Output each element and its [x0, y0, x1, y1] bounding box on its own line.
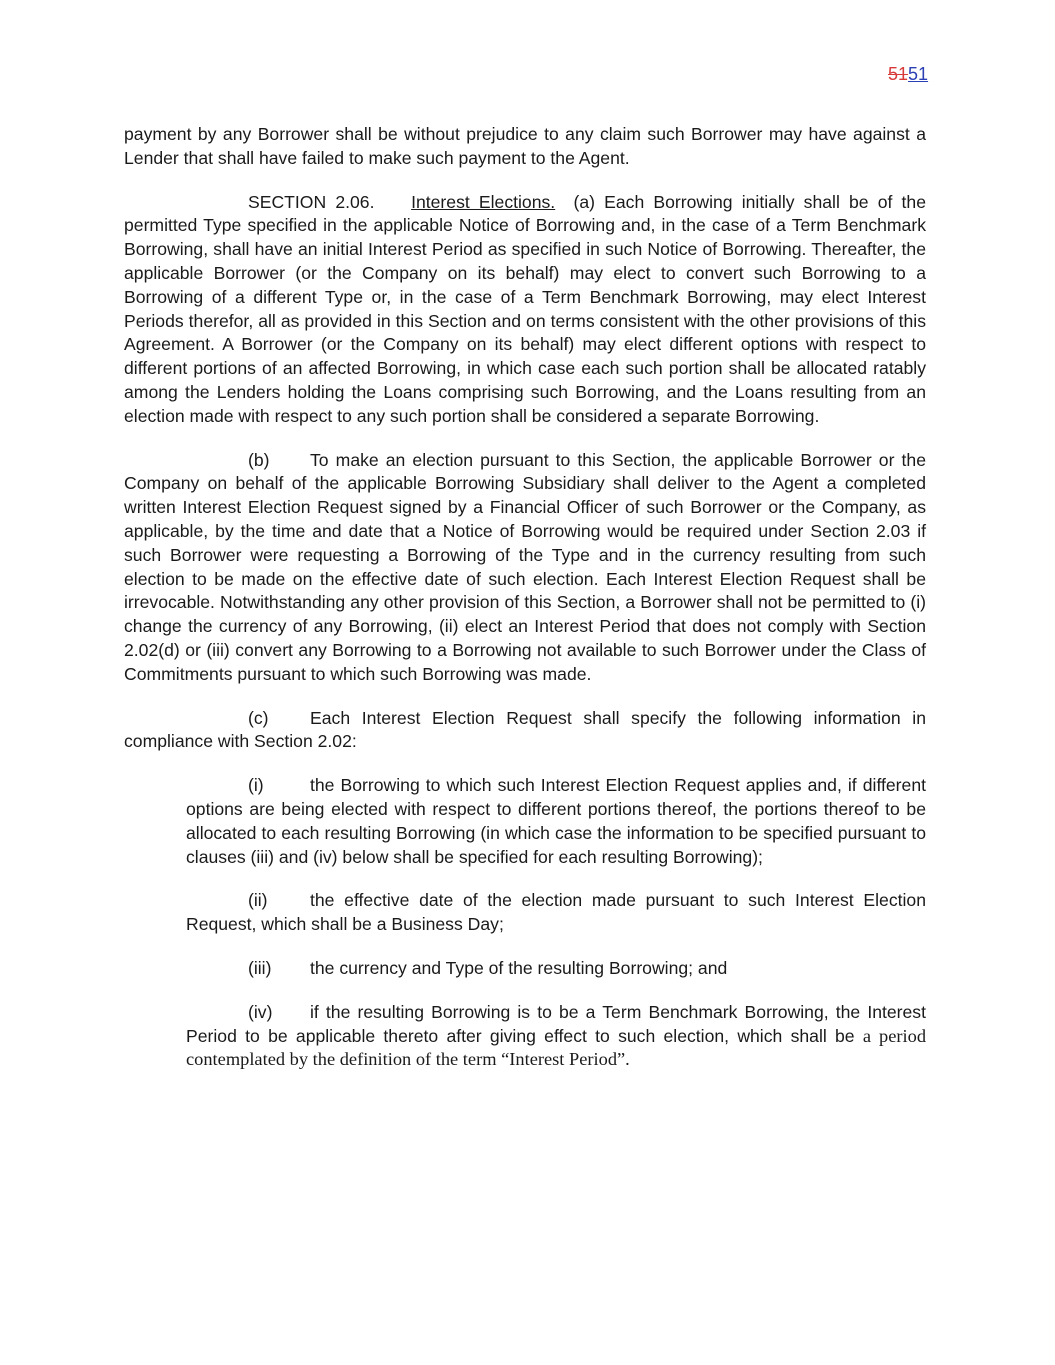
clause-iii-label: (iii): [248, 957, 272, 978]
clause-b-label: (b): [248, 449, 270, 470]
section-text: (a) Each Borrowing initially shall be of the permitted Type specified in the applicable Notice of Borrowing and, in the case of a Term Benchmark Borrowing, shall have an initial Interest Period as specified in such Notice of Borrowing. Thereafter, the applicable Borrower (or the Company on its behalf) may elect to convert such Borrowing to a Borrowing of a different Type or, in the case of a Term Benchmark Borrowing, may elect Interest Periods therefor, all as provided in this Section and on terms consistent with the other provisions of this Agreement. A Borrower (or the Company on its behalf) may elect different options with respect to different portions of an affected Borrowing, in which case each such portion shall be allocated ratably among the Lenders holding the Loans comprising such Borrowing, and the Loans resulting from an election made with respect to any such portion shall be considered a separate Borrowing.: [124, 191, 926, 426]
clause-ii-text: the effective date of the election made pursuant to such Interest Election Request, which shall be a Business Day;: [186, 890, 926, 935]
page-number-deleted: 51: [888, 64, 909, 84]
clause-ii-label: (ii): [248, 890, 268, 911]
clause-c-text: Each Interest Election Request shall specify the following information in compliance with Section 2.02:: [124, 707, 926, 752]
clause-b-paragraph: [124, 449, 926, 687]
clause-iv-tail: a period contemplated by the definition of the term “Interest Period”.: [186, 1025, 927, 1070]
clause-i-paragraph: [186, 774, 926, 869]
clause-b-text: To make an election pursuant to this Section, the applicable Borrower or the Company on behalf of the applicable Borrowing Subsidiary shall deliver to the Agent a completed written Interest Election Request signed by a Financial Officer of such Borrower or the Company, as applicable, by the time and date that a Notice of Borrowing would be required under Section 2.03 if such Borrower were requesting a Borrowing of the Type and in the currency resulting from such election to be made on the effective date of such election. Each Interest Election Request shall be irrevocable. Notwithstanding any other provision of this Section, a Borrower shall not be permitted to (i) change the currency of any Borrowing, (ii) elect an Interest Period that does not comply with Section 2.02(d) or (iii) convert any Borrowing to a Borrowing not available to such Borrower under the Class of Commitments pursuant to which such Borrowing was made.: [124, 449, 926, 684]
paragraph-text: payment by any Borrower shall be without prejudice to any claim such Borrower may have against a Lender that shall have failed to make such payment to the Agent.: [124, 124, 926, 168]
clause-iv-label: (iv): [248, 1001, 273, 1022]
clause-iv-text: if the resulting Borrowing is to be a Term Benchmark Borrowing, the Interest Period to be applicable thereto after giving effect to such election, which shall be: [186, 1001, 926, 1046]
clause-iii-text: the currency and Type of the resulting Borrowing; and: [310, 957, 728, 978]
clause-ii-paragraph: [186, 889, 926, 937]
clause-i-label: (i): [248, 775, 264, 796]
paragraph-continuation: [124, 123, 926, 171]
clause-iv-paragraph: [186, 1001, 926, 1072]
clause-c-paragraph: [124, 707, 926, 755]
section-label: SECTION 2.06.: [248, 191, 375, 212]
clause-c-label: (c): [248, 707, 269, 728]
page-number: [888, 63, 928, 85]
clause-iii-paragraph: [186, 957, 926, 981]
clause-i-text: the Borrowing to which such Interest Election Request applies and, if different options are being elected with respect to different portions thereof, the portions thereof to be allocated to each resulting Borrowing (in which case the information to be specified pursuant to clauses (iii) and (iv) below shall be specified for each resulting Borrowing);: [186, 775, 926, 867]
section-2-06-paragraph: [124, 191, 926, 429]
section-title: Interest Elections.: [411, 191, 556, 212]
document-body: [124, 123, 926, 1092]
page-number-inserted: 51: [908, 64, 929, 84]
